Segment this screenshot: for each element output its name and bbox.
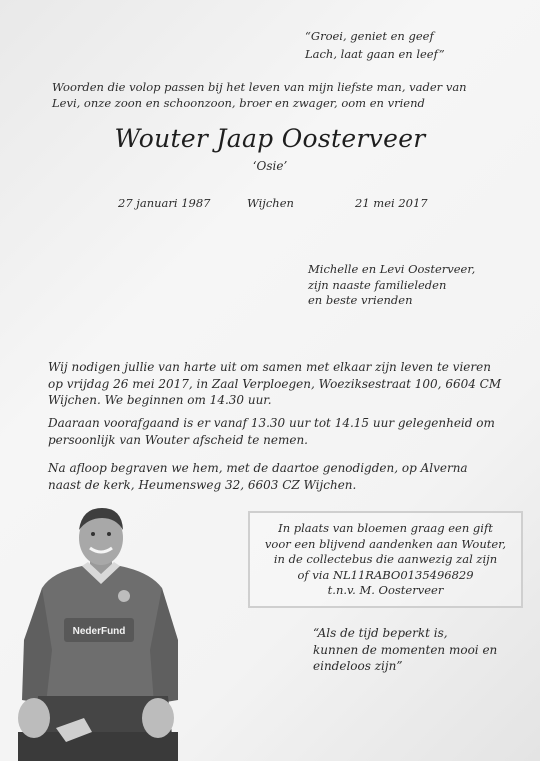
gift-line: in de collectebus die aanwezig zal zijn — [273, 552, 498, 566]
family-signature — [308, 262, 475, 309]
gift-box — [248, 511, 523, 608]
quote-line: kunnen de momenten mooi en — [313, 642, 498, 657]
paragraph-line: op vrijdag 26 mei 2017, in Zaal Verploegen, Woeziksestraat 100, 6604 CM — [48, 376, 502, 391]
deceased-name: Wouter Jaap Oosterveer — [114, 124, 426, 153]
invitation-paragraph — [48, 359, 501, 409]
nickname: ‘Osie’ — [252, 159, 288, 173]
left-glove — [18, 698, 50, 738]
intro-text — [52, 79, 467, 111]
farewell-paragraph — [48, 415, 495, 448]
right-eye — [107, 532, 111, 536]
intro-line: Levi, onze zoon en schoonzoon, broer en zwager, oom en vriend — [52, 96, 425, 110]
gift-line: voor een blijvend aandenken aan Wouter, — [264, 536, 507, 551]
paragraph-line: Na afloop begraven we hem, met de daartoe genodigden, op Alverna — [48, 461, 468, 475]
intro-line: Woorden die volop passen bij het leven van mijn liefste man, vader van — [52, 80, 467, 94]
closing-quote — [313, 625, 497, 675]
gift-line: In plaats van bloemen graag een gift — [278, 521, 493, 535]
paragraph-line: Daaraan voorafgaand is er vanaf 13.30 uur tot 14.15 uur gelegenheid om — [48, 416, 495, 430]
birth-date: 27 januari 1987 — [118, 196, 211, 210]
quote-line: eindeloos zijn” — [313, 659, 403, 673]
quote-line: “Als de tijd beperkt is, — [313, 626, 448, 640]
gift-text — [250, 521, 521, 599]
gift-line: of via NL11RABO0135496829 — [297, 567, 474, 582]
right-glove — [142, 698, 174, 738]
burial-paragraph — [48, 460, 468, 493]
family-line: zijn naaste familieleden — [308, 277, 447, 292]
motto-line: Lach, laat gaan en leef” — [305, 47, 445, 61]
paragraph-line: naast de kerk, Heumensweg 32, 6603 CZ Wijchen. — [48, 477, 357, 492]
shirt-text: NederFund — [72, 626, 126, 637]
motto-line: “Groei, geniet en geef — [305, 29, 434, 43]
gift-line: t.n.v. M. Oosterveer — [327, 583, 444, 597]
place: Wijchen — [247, 196, 294, 210]
family-line: en beste vrienden — [308, 293, 413, 307]
death-date: 21 mei 2017 — [355, 196, 428, 210]
paragraph-line: Wij nodigen jullie van harte uit om samen met elkaar zijn leven te vieren — [48, 360, 491, 374]
portrait-photo — [12, 500, 180, 761]
paragraph-line: persoonlijk van Wouter afscheid te nemen. — [48, 432, 308, 447]
family-line: Michelle en Levi Oosterveer, — [308, 262, 476, 276]
paragraph-line: Wijchen. We beginnen om 14.30 uur. — [48, 393, 272, 407]
motto — [305, 27, 445, 63]
left-eye — [91, 532, 95, 536]
club-badge — [118, 590, 130, 602]
